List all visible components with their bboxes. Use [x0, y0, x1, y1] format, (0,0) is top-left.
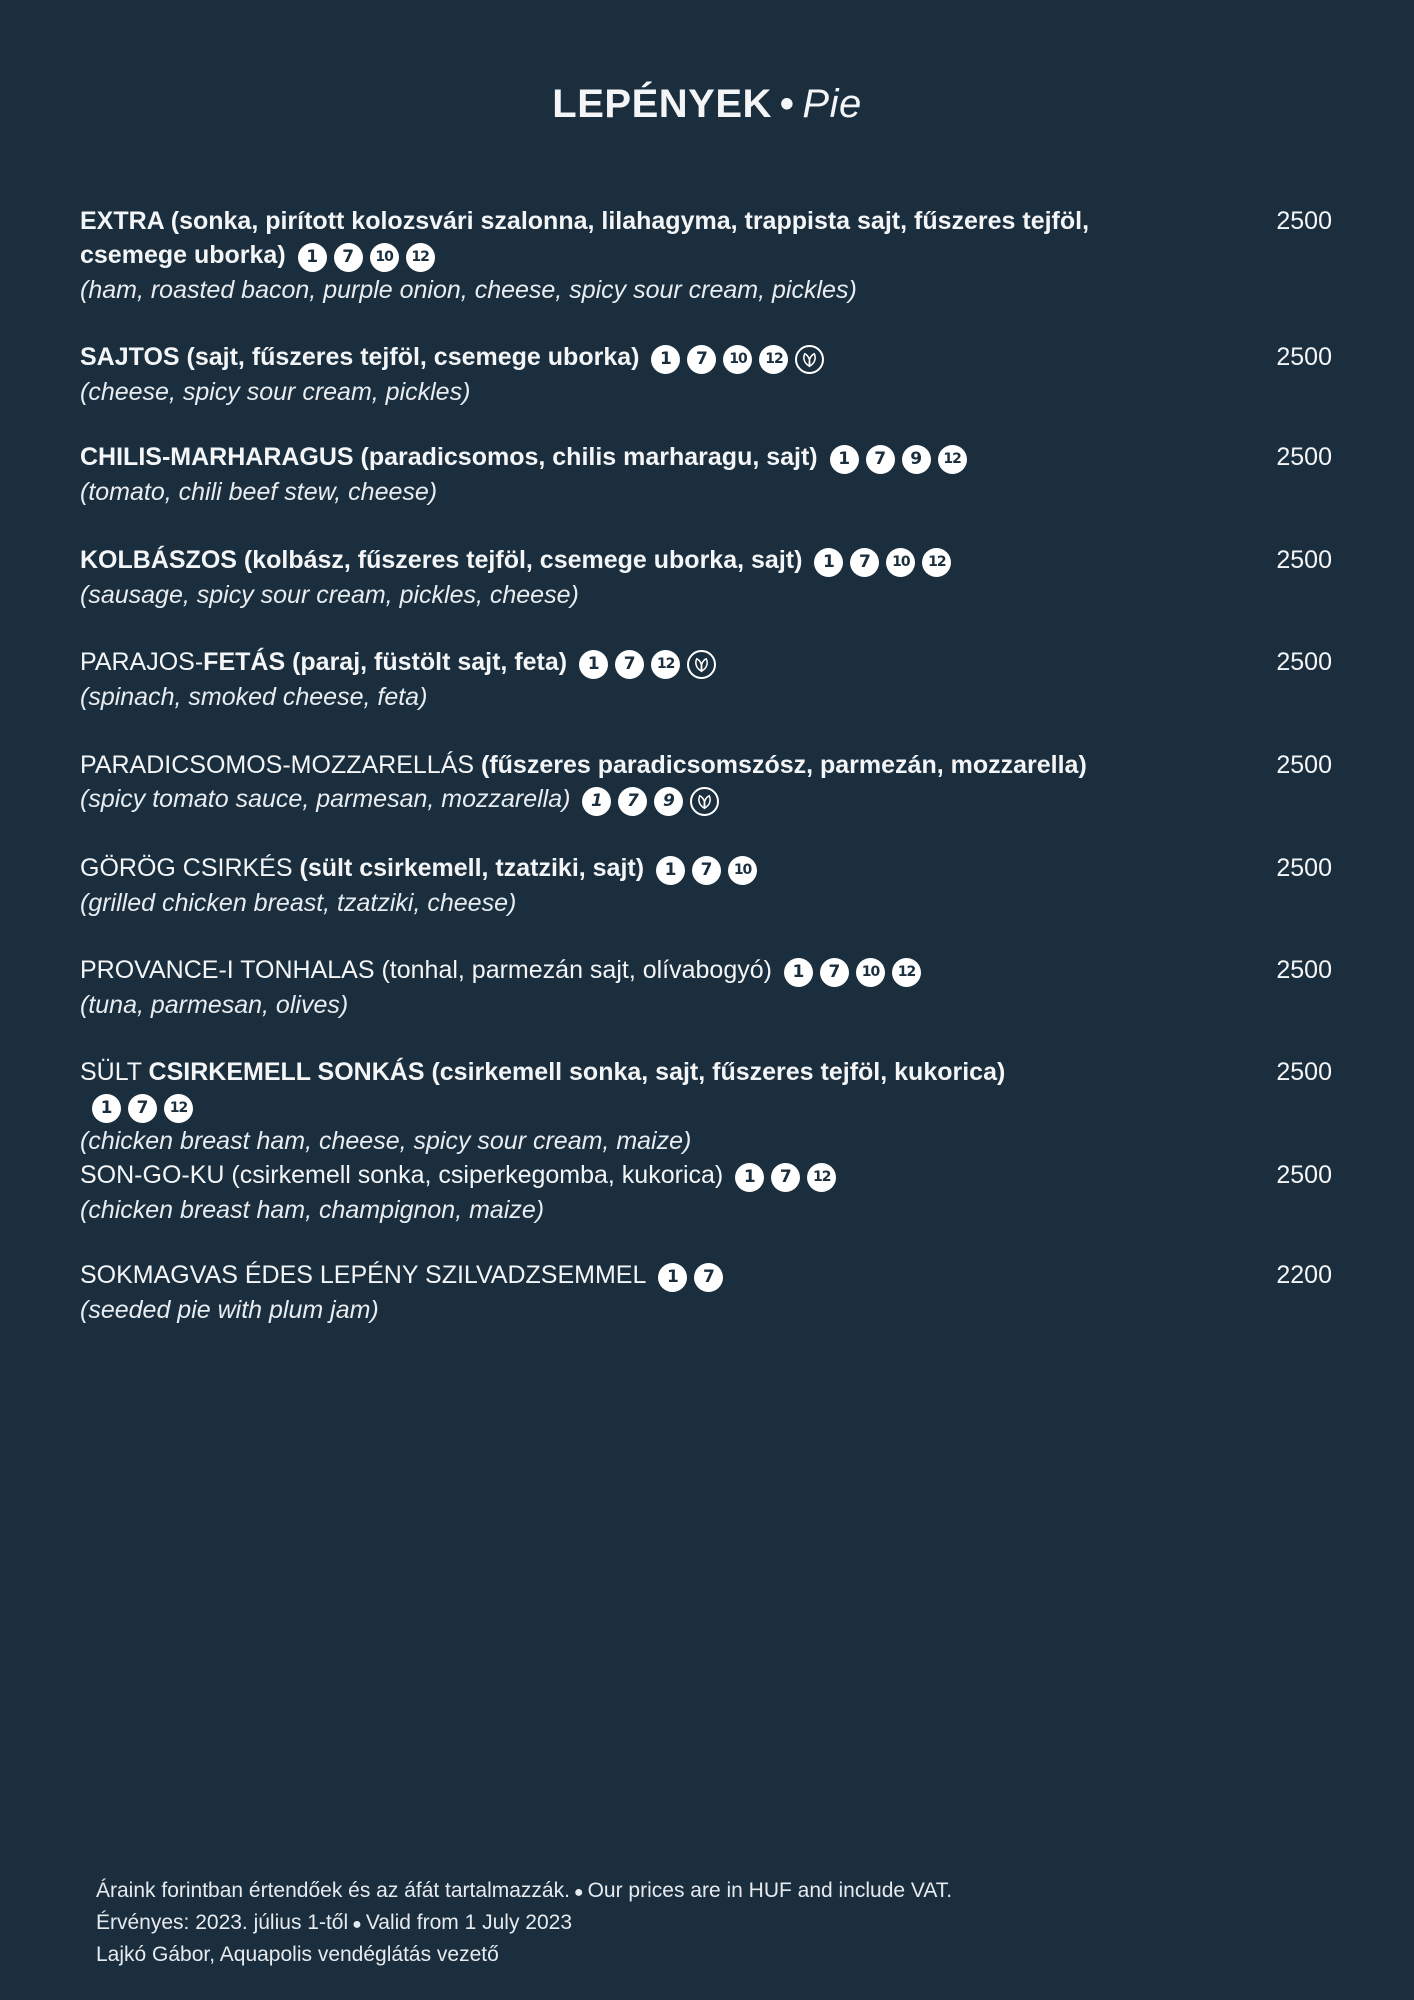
menu-item: [80, 440, 1330, 509]
item-name-hu: [80, 1055, 1100, 1124]
page-title: [0, 82, 1414, 127]
item-name-hu: [80, 645, 1100, 680]
allergen-badges: [579, 646, 722, 680]
item-price: 2500: [1276, 648, 1332, 676]
item-name-en-text: (tuna, parmesan, olives): [80, 991, 349, 1020]
item-name-en: [80, 886, 1330, 920]
allergen-badge: 1: [784, 958, 813, 987]
item-name-hu-bold: FETÁS (paraj, füstölt sajt, feta): [203, 648, 568, 676]
vegetarian-leaf-icon: [687, 650, 716, 679]
item-name-en: [80, 578, 1330, 612]
allergen-badges: [658, 1259, 730, 1293]
allergen-badges: [582, 783, 725, 817]
item-name-hu-bold: CHILIS-MARHARAGUS (paradicsomos, chilis marharagu, sajt): [80, 443, 818, 471]
allergen-badge: 7: [692, 856, 721, 885]
menu-item: [80, 645, 1330, 714]
allergen-badges: [735, 1159, 843, 1193]
allergen-badge: 12: [938, 445, 967, 474]
allergen-badge: 9: [902, 445, 931, 474]
item-price: 2500: [1276, 1058, 1332, 1086]
item-price: 2500: [1276, 207, 1332, 235]
allergen-badge: 1: [92, 1094, 121, 1123]
menu-item: [80, 953, 1330, 1022]
allergen-badge: 7: [694, 1263, 723, 1292]
item-name-en: [80, 782, 1330, 817]
allergen-badge: 1: [298, 243, 327, 272]
allergen-badges: [298, 239, 442, 273]
item-name-en: [80, 1293, 1330, 1327]
allergen-badge: 1: [656, 856, 685, 885]
item-name-en-text: (spicy tomato sauce, parmesan, mozzarella): [80, 785, 571, 813]
item-price: 2500: [1276, 443, 1332, 471]
allergen-badge: 12: [651, 650, 680, 679]
item-name-en-text: (tomato, chili beef stew, cheese): [80, 478, 438, 507]
item-name-hu-light: PARADICSOMOS-MOZZARELLÁS: [80, 751, 475, 779]
allergen-badge: 12: [406, 243, 435, 272]
menu-item: [80, 1258, 1330, 1327]
allergen-badge: 7: [820, 958, 849, 987]
title-separator: •: [779, 82, 795, 126]
allergen-badge: 1: [658, 1263, 687, 1292]
menu-item: [80, 851, 1330, 920]
allergen-badge: 7: [618, 787, 647, 816]
allergen-badge: 1: [830, 445, 859, 474]
item-name-hu: [80, 340, 1100, 375]
item-name-en: [80, 988, 1330, 1022]
allergen-badge: 12: [922, 548, 951, 577]
item-name-en-text: (grilled chicken breast, tzatziki, cheese): [80, 889, 517, 918]
allergen-badge: 1: [579, 650, 608, 679]
item-name-hu-bold: (sült csirkemell, tzatziki, sajt): [292, 854, 645, 882]
item-name-hu: [80, 543, 1100, 578]
item-price: 2500: [1276, 546, 1332, 574]
item-name-hu: [80, 1158, 1100, 1193]
item-name-hu: [80, 748, 1100, 782]
allergen-badge: 1: [735, 1163, 764, 1192]
vegetarian-leaf-icon: [690, 787, 719, 816]
item-name-hu: [80, 440, 1100, 475]
item-name-en: [80, 475, 1330, 509]
allergen-badges: [784, 954, 928, 988]
allergen-badge: 10: [856, 958, 885, 987]
allergen-badge: 7: [334, 243, 363, 272]
allergen-badge: 10: [728, 856, 757, 885]
item-name-hu-bold: SAJTOS (sajt, fűszeres tejföl, csemege uborka): [80, 343, 640, 371]
allergen-badge: 1: [651, 345, 680, 374]
item-name-hu-bold: CSIRKEMELL SONKÁS (csirkemell sonka, sajt, fűszeres tejföl, kukorica): [148, 1058, 1006, 1086]
item-name-hu-light: GÖRÖG CSIRKÉS: [80, 854, 293, 882]
allergen-badges: [830, 441, 974, 475]
menu-item: [80, 1158, 1330, 1227]
item-price: 2500: [1276, 1161, 1332, 1189]
menu-item: [80, 543, 1330, 612]
item-name-hu: [80, 851, 1100, 886]
menu-item: [80, 748, 1330, 817]
allergen-badge: 7: [128, 1094, 157, 1123]
allergen-badge: 9: [654, 787, 683, 816]
item-name-en: [80, 1124, 1330, 1158]
allergen-badge: 10: [886, 548, 915, 577]
item-price: 2200: [1276, 1261, 1332, 1289]
item-name-en-text: (cheese, spicy sour cream, pickles): [80, 378, 471, 407]
allergen-badge: 7: [687, 345, 716, 374]
item-name-hu-bold: KOLBÁSZOS (kolbász, fűszeres tejföl, csemege uborka, sajt): [80, 546, 803, 574]
allergen-badge: 1: [814, 548, 843, 577]
item-price: 2500: [1276, 956, 1332, 984]
allergen-badge: 10: [723, 345, 752, 374]
allergen-badge: 7: [850, 548, 879, 577]
footer: [96, 1876, 952, 1970]
item-name-hu-light: SÜLT: [80, 1058, 149, 1086]
allergen-badges: [656, 852, 764, 886]
item-name-en-text: (ham, roasted bacon, purple onion, cheese, spicy sour cream, pickles): [80, 276, 857, 305]
allergen-badge: 12: [759, 345, 788, 374]
item-name-hu-bold: EXTRA (sonka, pirított kolozsvári szalonna, lilahagyma, trappista sajt, fűszeres tejföl, csemege uborka): [80, 207, 1090, 269]
item-name-en: [80, 680, 1330, 714]
item-name-hu: [80, 953, 1100, 988]
item-name-en: [80, 375, 1330, 409]
item-price: 2500: [1276, 343, 1332, 371]
vegetarian-leaf-icon: [795, 345, 824, 374]
footer-line-2: Érvényes: 2023. július 1-től ● Valid from 1 July 2023: [96, 1911, 573, 1934]
menu-item: [80, 204, 1330, 307]
item-name-en-text: (chicken breast ham, cheese, spicy sour cream, maize): [80, 1127, 692, 1156]
item-name-en-text: (seeded pie with plum jam): [80, 1296, 379, 1325]
allergen-badge: 12: [164, 1094, 193, 1123]
footer-line-3: Lajkó Gábor, Aquapolis vendéglátás vezető: [96, 1943, 499, 1966]
item-name-en: [80, 273, 1330, 307]
allergen-badge: 7: [771, 1163, 800, 1192]
item-name-hu-light: PARAJOS-: [80, 648, 204, 676]
menu-item: [80, 1055, 1330, 1158]
item-price: 2500: [1276, 751, 1332, 779]
item-name-hu-bold: (fűszeres paradicsomszósz, parmezán, mozzarella): [474, 751, 1087, 779]
item-name-hu-light: SON-GO-KU (csirkemell sonka, csiperkegomba, kukorica): [80, 1161, 724, 1189]
item-name-hu-light: PROVANCE-I TONHALAS (tonhal, parmezán sajt, olívabogyó): [80, 956, 772, 984]
allergen-badge: 1: [582, 787, 611, 816]
allergen-badges: [651, 341, 830, 375]
allergen-badges: [92, 1090, 200, 1124]
item-name-en-text: (sausage, spicy sour cream, pickles, cheese): [80, 581, 579, 610]
allergen-badges: [814, 544, 958, 578]
title-hu: LEPÉNYEK: [552, 82, 772, 126]
item-name-en-text: (chicken breast ham, champignon, maize): [80, 1196, 545, 1225]
allergen-badge: 7: [866, 445, 895, 474]
item-price: 2500: [1276, 854, 1332, 882]
footer-line-1: Áraink forintban értendőek és az áfát tartalmazzák. ● Our prices are in HUF and include VAT.: [96, 1879, 953, 1902]
menu-item: [80, 340, 1330, 409]
title-en: Pie: [802, 82, 862, 126]
item-name-hu-light: SOKMAGVAS ÉDES LEPÉNY SZILVADZSEMMEL: [80, 1261, 647, 1289]
allergen-badge: 12: [892, 958, 921, 987]
allergen-badge: 10: [370, 243, 399, 272]
allergen-badge: 12: [807, 1163, 836, 1192]
item-name-en-text: (spinach, smoked cheese, feta): [80, 683, 428, 712]
item-name-hu: [80, 1258, 1100, 1293]
allergen-badge: 7: [615, 650, 644, 679]
item-name-hu: [80, 204, 1100, 273]
item-name-en: [80, 1193, 1330, 1227]
